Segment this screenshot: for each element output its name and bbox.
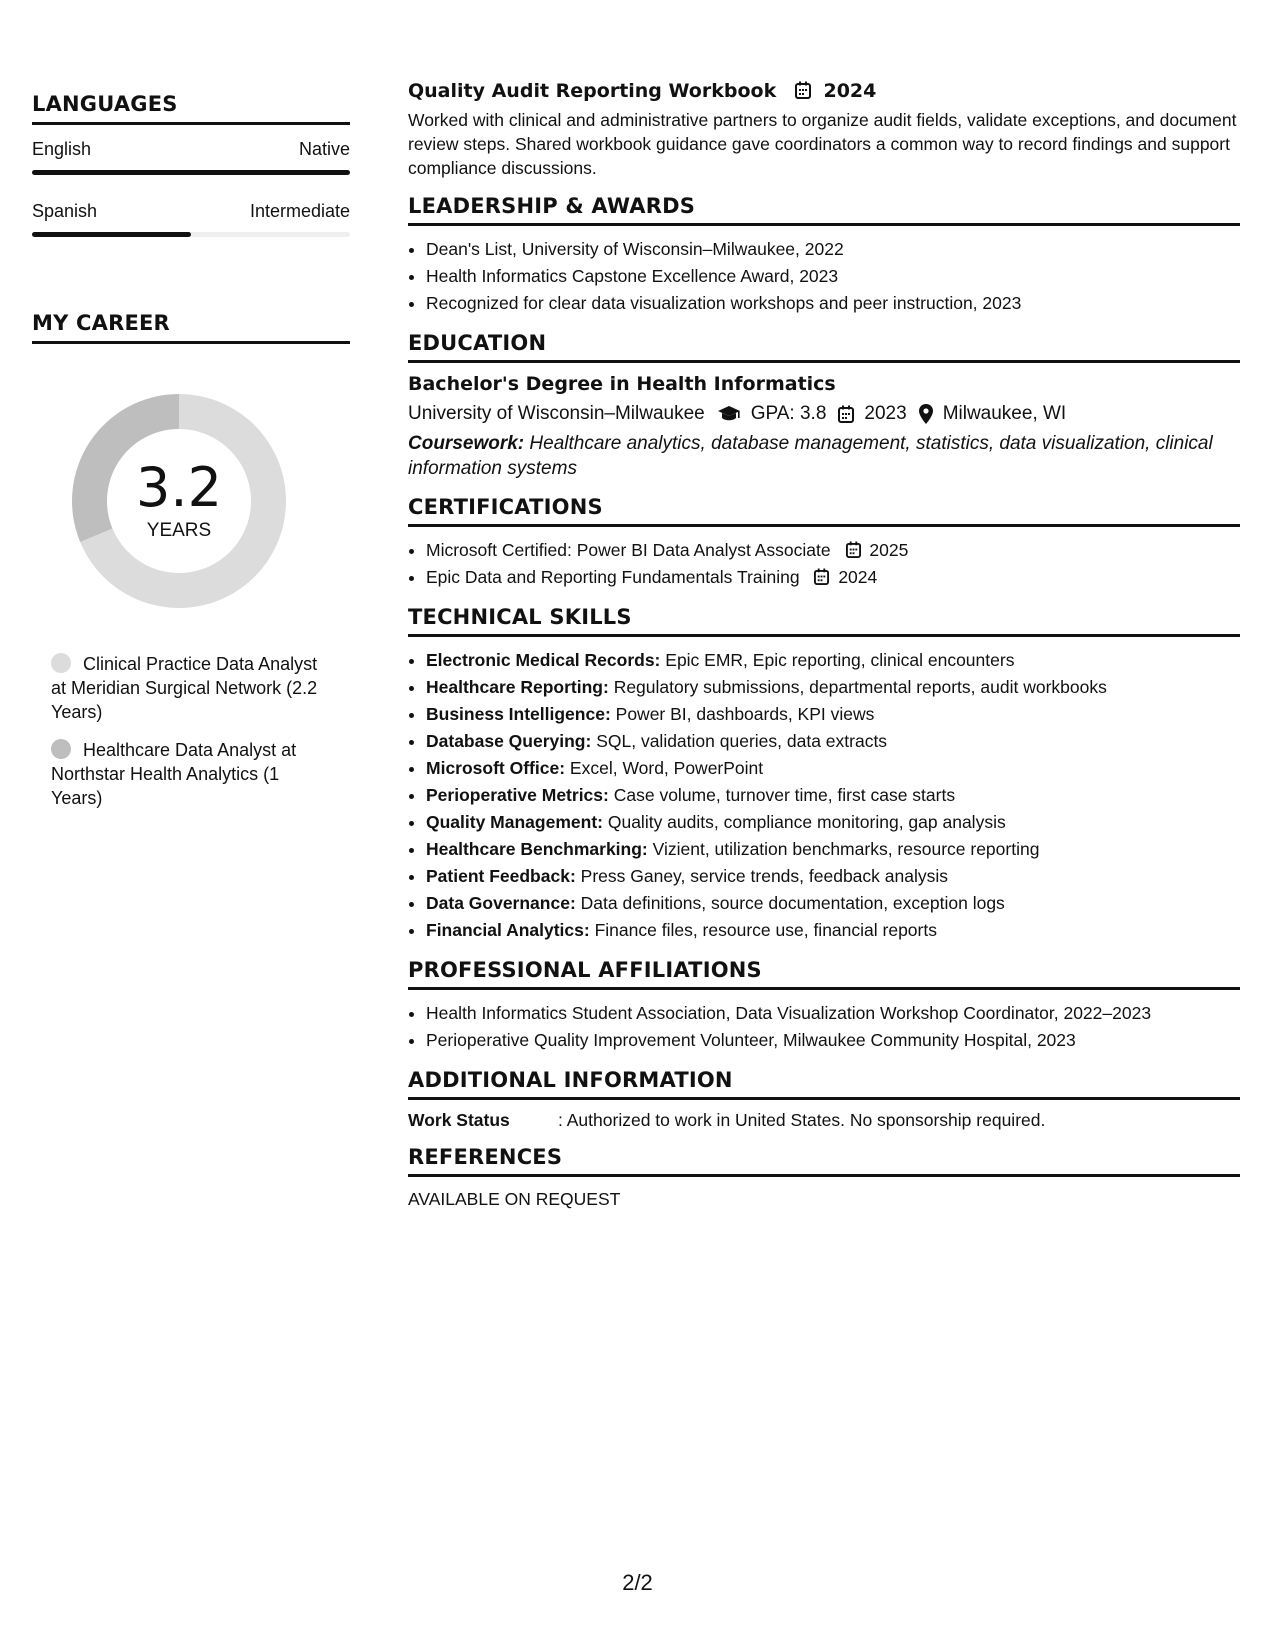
career-total-unit: YEARS bbox=[146, 520, 212, 541]
list-item: • Recognized for clear data visualization workshops and peer instruction, 2023 bbox=[426, 290, 1240, 317]
skill-item bbox=[426, 782, 1240, 809]
skill-item bbox=[426, 836, 1240, 863]
leadership-section bbox=[408, 194, 1240, 317]
calendar-icon bbox=[795, 81, 811, 99]
language-bar-fill bbox=[32, 170, 350, 175]
education-heading: EDUCATION bbox=[408, 331, 1240, 363]
project-year: 2024 bbox=[823, 80, 877, 102]
list-item bbox=[426, 564, 1240, 591]
skill-label: Electronic Medical Records: bbox=[426, 650, 661, 670]
skill-label: Healthcare Benchmarking: bbox=[426, 839, 648, 859]
project-description: Worked with clinical and administrative partners to organize audit fields, validate exceptions, and document review steps. Shared workbook guidance gave coordinators a common way to record findings and support compliance discussions. bbox=[408, 110, 1237, 178]
affiliations-section bbox=[408, 958, 1240, 1054]
location-pin-icon bbox=[919, 404, 933, 424]
references-heading: REFERENCES bbox=[408, 1145, 1240, 1177]
skill-label: Quality Management: bbox=[426, 812, 603, 832]
skill-label: Healthcare Reporting: bbox=[426, 677, 609, 697]
skill-item bbox=[426, 701, 1240, 728]
certification-name: Epic Data and Reporting Fundamentals Training bbox=[426, 567, 800, 587]
skills-section bbox=[408, 605, 1240, 944]
left-column bbox=[32, 92, 350, 824]
list-item: • Perioperative Quality Improvement Volunteer, Milwaukee Community Hospital, 2023 bbox=[426, 1027, 1240, 1054]
education-details bbox=[408, 403, 1240, 425]
skill-value: Data definitions, source documentation, exception logs bbox=[580, 893, 1005, 913]
skill-label: Perioperative Metrics: bbox=[426, 785, 609, 805]
calendar-icon bbox=[838, 405, 854, 423]
skill-label: Financial Analytics: bbox=[426, 920, 590, 940]
skill-item bbox=[426, 674, 1240, 701]
legend-label: Clinical Practice Data Analyst at Meridian Surgical Network (2.2 Years) bbox=[51, 654, 318, 722]
leadership-heading: LEADERSHIP & AWARDS bbox=[408, 194, 1240, 226]
skill-value: Press Ganey, service trends, feedback analysis bbox=[580, 866, 949, 886]
languages-heading: LANGUAGES bbox=[32, 92, 350, 125]
info-value: : Authorized to work in United States. No sponsorship required. bbox=[558, 1110, 1046, 1130]
language-level: Intermediate bbox=[249, 201, 350, 221]
skill-label: Data Governance: bbox=[426, 893, 576, 913]
skill-label: Microsoft Office: bbox=[426, 758, 566, 778]
additional-section bbox=[408, 1068, 1240, 1131]
certifications-section bbox=[408, 495, 1240, 591]
project-entry bbox=[408, 80, 1240, 180]
legend-item bbox=[51, 738, 321, 810]
certification-year: 2025 bbox=[869, 540, 909, 560]
language-name: Spanish bbox=[32, 201, 98, 221]
references-text: AVAILABLE ON REQUEST bbox=[408, 1189, 621, 1209]
page-number: 2/2 bbox=[622, 1570, 653, 1595]
education-section bbox=[408, 331, 1240, 481]
skill-item bbox=[426, 728, 1240, 755]
list-item bbox=[426, 537, 1240, 564]
certification-name: Microsoft Certified: Power BI Data Analyst Associate bbox=[426, 540, 831, 560]
career-total-years: 3.2 bbox=[136, 456, 222, 519]
certifications-heading: CERTIFICATIONS bbox=[408, 495, 1240, 527]
affiliations-heading: PROFESSIONAL AFFILIATIONS bbox=[408, 958, 1240, 990]
career-heading: MY CAREER bbox=[32, 311, 350, 344]
legend-item bbox=[51, 652, 321, 724]
skill-item bbox=[426, 917, 1240, 944]
education-gpa: GPA: 3.8 bbox=[750, 403, 827, 424]
skill-item bbox=[426, 755, 1240, 782]
skills-heading: TECHNICAL SKILLS bbox=[408, 605, 1240, 637]
language-name: English bbox=[32, 139, 92, 159]
right-column bbox=[408, 80, 1240, 1210]
certification-year: 2024 bbox=[838, 567, 878, 587]
skill-value: Quality audits, compliance monitoring, gap analysis bbox=[607, 812, 1006, 832]
skill-value: Power BI, dashboards, KPI views bbox=[615, 704, 875, 724]
education-degree: Bachelor's Degree in Health Informatics bbox=[408, 373, 836, 395]
graduation-cap-icon bbox=[717, 405, 741, 423]
additional-heading: ADDITIONAL INFORMATION bbox=[408, 1068, 1240, 1100]
language-bar bbox=[32, 232, 350, 237]
project-title: Quality Audit Reporting Workbook bbox=[408, 80, 777, 102]
legend-label: Healthcare Data Analyst at Northstar Health Analytics (1 Years) bbox=[51, 740, 297, 808]
skill-value: Excel, Word, PowerPoint bbox=[569, 758, 764, 778]
skill-item bbox=[426, 809, 1240, 836]
skill-value: Case volume, turnover time, first case starts bbox=[613, 785, 956, 805]
language-bar-fill bbox=[32, 232, 191, 237]
language-level: Native bbox=[298, 139, 350, 159]
language-item-english bbox=[32, 139, 350, 175]
skill-item bbox=[426, 863, 1240, 890]
education-year: 2023 bbox=[864, 403, 907, 424]
education-location: Milwaukee, WI bbox=[942, 403, 1067, 424]
skill-value: Finance files, resource use, financial reports bbox=[594, 920, 937, 940]
education-school: University of Wisconsin–Milwaukee bbox=[408, 403, 705, 424]
language-item-spanish bbox=[32, 201, 350, 237]
list-item: • Health Informatics Capstone Excellence Award, 2023 bbox=[426, 263, 1240, 290]
skill-item bbox=[426, 890, 1240, 917]
language-bar bbox=[32, 170, 350, 175]
career-legend bbox=[51, 652, 321, 810]
skill-value: Epic EMR, Epic reporting, clinical encounters bbox=[665, 650, 1015, 670]
education-coursework bbox=[408, 431, 1240, 481]
skill-label: Business Intelligence: bbox=[426, 704, 611, 724]
skill-item bbox=[426, 647, 1240, 674]
legend-dot-icon bbox=[51, 739, 71, 759]
skill-value: SQL, validation queries, data extracts bbox=[596, 731, 888, 751]
coursework-text: Healthcare analytics, database management, statistics, data visualization, clinical information systems bbox=[408, 433, 1213, 479]
skill-value: Vizient, utilization benchmarks, resource reporting bbox=[652, 839, 1040, 859]
skill-label: Database Querying: bbox=[426, 731, 592, 751]
skill-label: Patient Feedback: bbox=[426, 866, 576, 886]
calendar-icon bbox=[814, 568, 829, 585]
list-item: • Health Informatics Student Association, Data Visualization Workshop Coordinator, 2022–2023 bbox=[426, 1000, 1240, 1027]
info-row bbox=[408, 1110, 1240, 1131]
skill-value: Regulatory submissions, departmental reports, audit workbooks bbox=[613, 677, 1107, 697]
calendar-icon bbox=[846, 541, 861, 558]
legend-dot-icon bbox=[51, 653, 71, 673]
references-section bbox=[408, 1145, 1240, 1210]
list-item: • Dean's List, University of Wisconsin–Milwaukee, 2022 bbox=[426, 236, 1240, 263]
career-donut-chart bbox=[66, 388, 292, 614]
coursework-label: Coursework: bbox=[408, 433, 525, 454]
info-key: Work Status bbox=[408, 1110, 510, 1130]
